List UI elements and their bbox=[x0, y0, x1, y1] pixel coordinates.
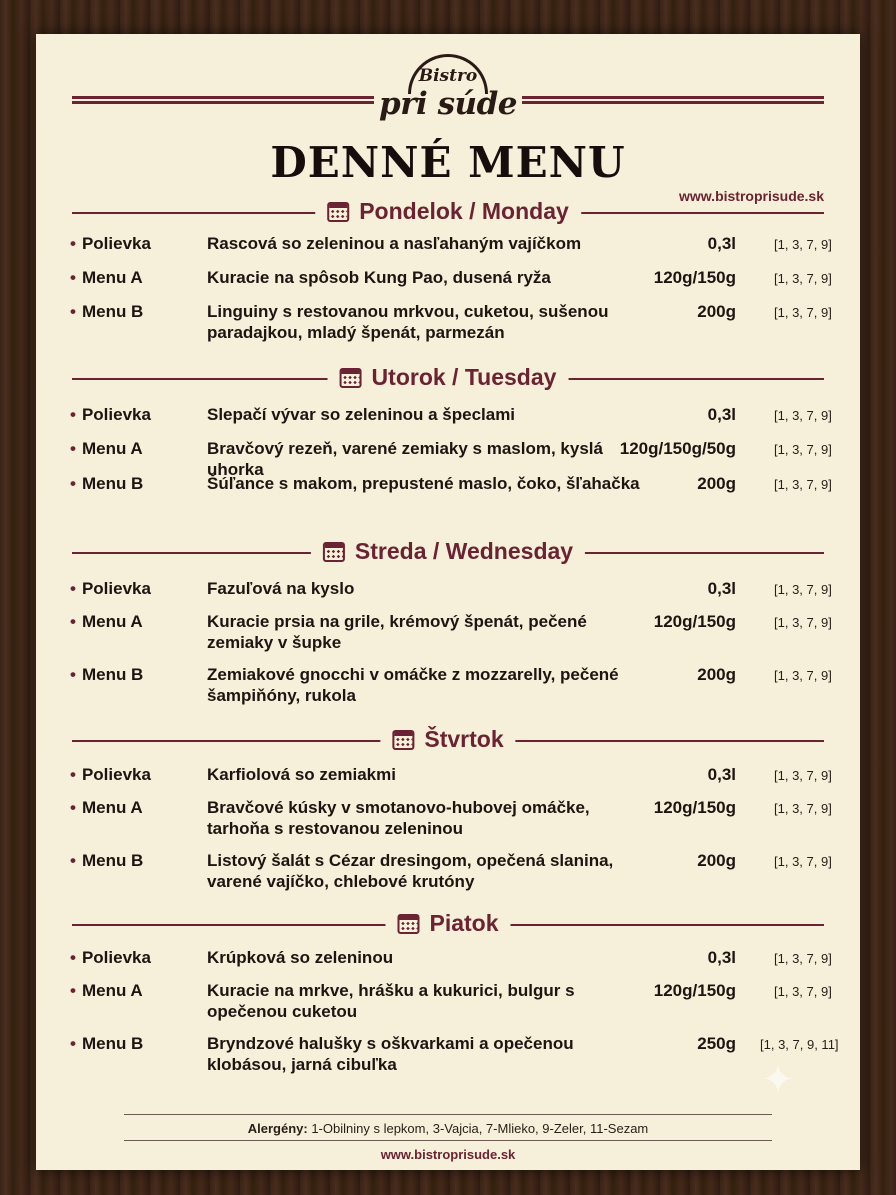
allergen-codes: [1, 3, 7, 9] bbox=[774, 477, 832, 492]
portion-size: 120g/150g/50g bbox=[619, 439, 736, 458]
portion-size: 0,3l bbox=[707, 234, 736, 253]
course-name: • Menu B bbox=[70, 850, 143, 871]
allergen-codes: [1, 3, 7, 9] bbox=[774, 237, 832, 252]
course-name: • Polievka bbox=[70, 404, 151, 425]
allergen-codes: [1, 3, 7, 9] bbox=[774, 984, 832, 999]
portion-size: 120g/150g bbox=[653, 798, 736, 817]
day-label: Pondelok / Monday bbox=[359, 198, 569, 224]
website-top: www.bistroprisude.sk bbox=[679, 188, 824, 204]
calendar-icon bbox=[340, 368, 362, 388]
logo-rule-left bbox=[72, 96, 374, 104]
day-label: Piatok bbox=[429, 910, 499, 936]
sparkle-icon: ✦ bbox=[761, 1058, 795, 1102]
portion-size: 0,3l bbox=[707, 948, 736, 967]
dish-description: Zemiakové gnocchi v omáčke z mozzarelly, pečené šampiňóny, rukola bbox=[207, 665, 619, 705]
logo-rule-right bbox=[522, 96, 824, 104]
day-header-wednesday bbox=[72, 538, 824, 568]
course-name: • Polievka bbox=[70, 764, 151, 785]
day-header-thursday bbox=[72, 726, 824, 756]
dish-description: Slepačí vývar so zeleninou a špeclami bbox=[207, 405, 516, 424]
allergen-codes: [1, 3, 7, 9] bbox=[774, 668, 832, 683]
dish-description: Bravčové kúsky v smotanovo-hubovej omáčke, tarhoňa s restovanou zeleninou bbox=[207, 798, 590, 838]
page-title: DENNÉ MENU bbox=[270, 138, 626, 187]
allergen-codes: [1, 3, 7, 9] bbox=[774, 801, 832, 816]
course-name: • Menu A bbox=[70, 438, 143, 459]
calendar-icon bbox=[397, 914, 419, 934]
day-label: Štvrtok bbox=[424, 726, 504, 752]
dish-description: Karfiolová so zemiakmi bbox=[207, 765, 396, 784]
day-label: Utorok / Tuesday bbox=[371, 364, 557, 390]
logo-line1: Bistro bbox=[418, 66, 478, 86]
course-name: • Menu A bbox=[70, 980, 143, 1001]
allergen-codes: [1, 3, 7, 9] bbox=[774, 305, 832, 320]
course-name: • Menu B bbox=[70, 664, 143, 685]
dish-description: Linguiny s restovanou mrkvou, cuketou, sušenou paradajkou, mladý špenát, parmezán bbox=[207, 302, 609, 342]
course-name: • Polievka bbox=[70, 233, 151, 254]
course-name: • Menu A bbox=[70, 267, 143, 288]
dish-description: Šúľance s makom, prepustené maslo, čoko, šľahačka bbox=[207, 474, 640, 493]
allergen-codes: [1, 3, 7, 9] bbox=[774, 854, 832, 869]
dish-description: Krúpková so zeleninou bbox=[207, 948, 394, 967]
portion-size: 0,3l bbox=[707, 579, 736, 598]
day-header-tuesday bbox=[72, 364, 824, 394]
allergen-codes: [1, 3, 7, 9] bbox=[774, 615, 832, 630]
day-header-friday bbox=[72, 910, 824, 940]
dish-description: Bravčový rezeň, varené zemiaky s maslom, kyslá uhorka bbox=[207, 439, 603, 479]
calendar-icon bbox=[327, 202, 349, 222]
footer-divider-bottom bbox=[124, 1140, 772, 1141]
course-name: • Menu A bbox=[70, 797, 143, 818]
allergen-legend-label: Alergény: bbox=[247, 1121, 308, 1136]
allergen-codes: [1, 3, 7, 9] bbox=[774, 582, 832, 597]
course-name: • Polievka bbox=[70, 578, 151, 599]
calendar-icon bbox=[323, 542, 345, 562]
dish-description: Fazuľová na kyslo bbox=[207, 579, 355, 598]
logo-line2: pri súde bbox=[379, 86, 517, 122]
day-header-monday bbox=[72, 198, 824, 228]
portion-size: 200g bbox=[697, 302, 736, 321]
allergen-codes: [1, 3, 7, 9] bbox=[774, 408, 832, 423]
allergen-codes: [1, 3, 7, 9] bbox=[774, 768, 832, 783]
dish-description: Listový šalát s Cézar dresingom, opečená slanina, varené vajíčko, chlebové krutóny bbox=[207, 851, 614, 891]
dish-description: Kuracie na spôsob Kung Pao, dusená ryža bbox=[207, 268, 551, 287]
portion-size: 0,3l bbox=[707, 405, 736, 424]
portion-size: 120g/150g bbox=[653, 981, 736, 1000]
day-label: Streda / Wednesday bbox=[354, 538, 574, 564]
course-name: • Polievka bbox=[70, 947, 151, 968]
course-name: • Menu B bbox=[70, 1033, 143, 1054]
portion-size: 200g bbox=[697, 474, 736, 493]
bistro-logo bbox=[374, 52, 522, 132]
portion-size: 0,3l bbox=[707, 765, 736, 784]
course-name: • Menu B bbox=[70, 473, 143, 494]
calendar-icon bbox=[392, 730, 414, 750]
allergen-codes: [1, 3, 7, 9] bbox=[774, 271, 832, 286]
website-footer: www.bistroprisude.sk bbox=[380, 1147, 516, 1162]
allergen-codes: [1, 3, 7, 9] bbox=[774, 951, 832, 966]
dish-description: Rascová so zeleninou a nasľahaným vajíčkom bbox=[207, 234, 582, 253]
course-name: • Menu B bbox=[70, 301, 143, 322]
allergen-legend bbox=[36, 1121, 860, 1136]
allergen-codes: [1, 3, 7, 9, 11] bbox=[760, 1037, 839, 1052]
footer-divider-top bbox=[124, 1114, 772, 1115]
portion-size: 200g bbox=[697, 665, 736, 684]
dish-description: Bryndzové halušky s oškvarkami a opečenou klobásou, jarná cibuľka bbox=[207, 1034, 574, 1074]
portion-size: 250g bbox=[697, 1034, 736, 1053]
dish-description: Kuracie na mrkve, hrášku a kukurici, bulgur s opečenou cuketou bbox=[207, 981, 575, 1021]
dish-description: Kuracie prsia na grile, krémový špenát, pečené zemiaky v šupke bbox=[207, 612, 587, 652]
portion-size: 120g/150g bbox=[653, 268, 736, 287]
course-name: • Menu A bbox=[70, 611, 143, 632]
allergen-codes: [1, 3, 7, 9] bbox=[774, 442, 832, 457]
menu-sheet bbox=[36, 34, 860, 1170]
allergen-legend-text: 1-Obilniny s lepkom, 3-Vajcia, 7-Mlieko, 9-Zeler, 11-Sezam bbox=[311, 1121, 649, 1136]
portion-size: 200g bbox=[697, 851, 736, 870]
portion-size: 120g/150g bbox=[653, 612, 736, 631]
